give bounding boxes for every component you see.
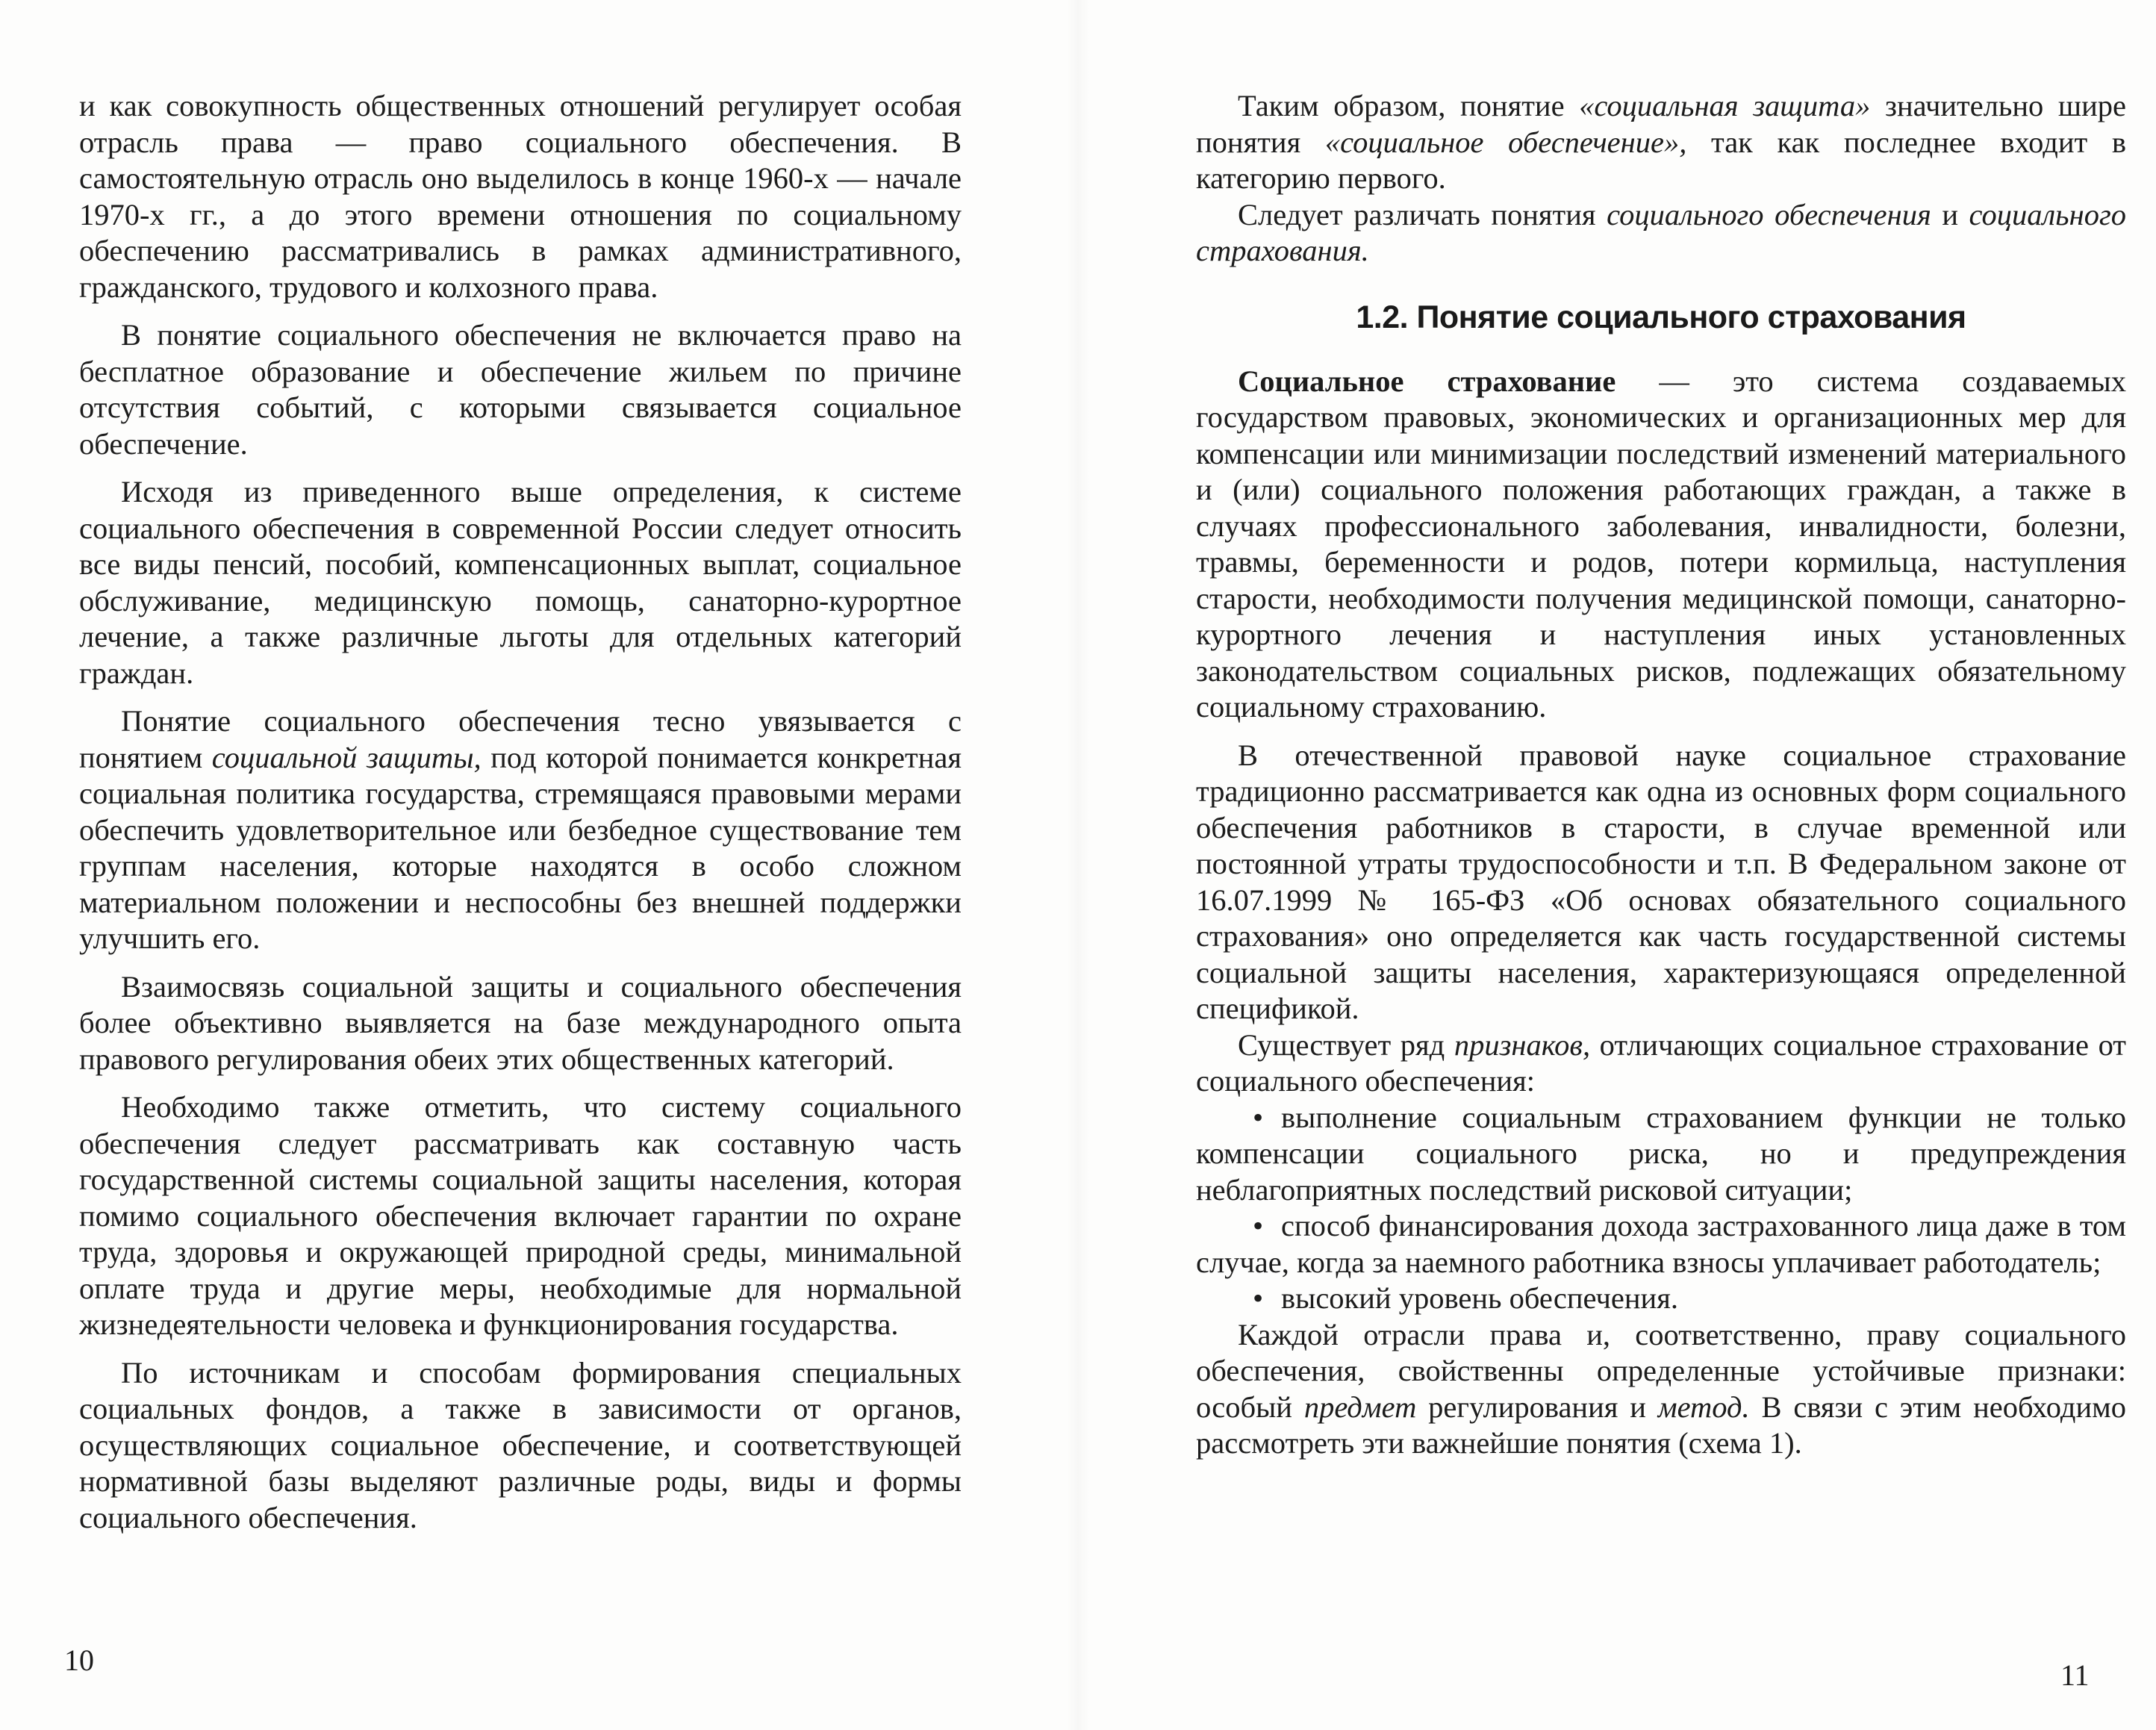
intro-1-rest: так как последнее входит в категорию первого. [1196,125,2126,195]
signs-lead: Существует ряд [1238,1027,1454,1062]
left-paragraph-4-rest: под которой понимается конкретная социальная политика государства, стремящаяся правовыми мерами обеспечить удовлетворительное или безбедное существование тем группам населения, которые находятся в особо сложном материальном положении и неспособны без внешней поддержки улучшить его. [79,740,962,955]
left-paragraph-4 [79,703,962,957]
intro-2-and: и [1931,197,1969,231]
bullet-icon: • [1253,1281,1264,1315]
left-paragraph-6: Необходимо также отметить, что систему социального обеспечения следует рассматривать как составную часть государственной системы социальной защиты населения, которая помимо социального обеспечения включает гарантии по охране труда, здоровья и окружающей природной среды, минимальной оплате труда и другие меры, необходимые для нормальной жизнедеятельности человека и функционирования государства. [79,1090,962,1341]
intro-1-lead: Таким образом, понятие [1238,89,1580,122]
right-paragraph-intro-1 [1196,88,2126,197]
left-paragraph-4-lead: Понятие социального обеспечения тесно увязывается с понятием [79,704,962,774]
bullet-item-2 [1196,1208,2126,1281]
definition-paragraph [1196,364,2126,726]
right-paragraph-intro-2 [1196,197,2126,270]
closing-paragraph [1196,1317,2126,1462]
intro-2-lead: Следует различать понятия [1238,197,1607,231]
term-social-protection-quoted: «социальная защита» [1579,89,1871,122]
term-social-insurance: социального страхования. [1196,197,2126,267]
bullet-item-3-text: высокий уровень обеспечения. [1281,1281,1678,1315]
defined-term: Социальное страхование [1238,364,1616,398]
page-number-right: 11 [2060,1658,2090,1692]
left-paragraph-5: Взаимосвязь социальной защиты и социального обеспечения более объективно выявляется на базе международного опыта правового регулирования обеих этих общественных категорий. [79,969,962,1076]
bullet-icon: • [1253,1100,1264,1134]
bullet-item-3 [1196,1281,2126,1317]
term-signs: признаков, [1454,1027,1591,1062]
bullet-item-1-text: выполнение социальным страхованием функции не только компенсации социального риска, но и предупреждения неблагоприятных последствий рисковой ситуации; [1196,1100,2126,1207]
term-method: метод. [1657,1390,1750,1424]
bullet-item-2-text: способ финансирования дохода застрахованного лица даже в том случае, когда за наемного работника взносы уплачивает работодатель; [1196,1209,2126,1279]
definition-text: — это система создаваемых государством правовых, экономических и организационных мер для компенсации или минимизации последствий изменений материального и (или) социального положения работающих граждан, а также в случаях профессионального заболевания, инвалидности, болезни, травмы, беременности и родов, потери кормильца, наступления старости, необходимости получения медицинской помощи, санаторно-курортного лечения и наступления иных установленных законодательством социальных рисков, подлежащих обязательному социальному страхованию. [1196,364,2126,724]
bullet-item-1 [1196,1100,2126,1209]
left-paragraph-3: Исходя из приведенного выше определения, к системе социального обеспечения в современной России следует относить все виды пенсий, пособий, компенсационных выплат, социальное обслуживание, медицинскую помощь, санаторно-курортное лечение, а также различные льготы для отдельных категорий граждан. [79,475,962,690]
signs-paragraph [1196,1027,2126,1100]
right-page-text [1196,88,2126,1462]
term-social-security: социального обеспечения [1607,197,1931,231]
signs-rest: отличающих социальное страхование от социального обеспечения: [1196,1027,2126,1098]
section-heading: 1.2. Понятие социального страхования [1356,299,1966,335]
term-subject: предмет [1303,1390,1417,1424]
closing-rest: В связи с этим необходимо рассмотреть эти важнейшие понятия (схема 1). [1196,1390,2127,1460]
left-page-text [79,88,962,1548]
term-social-protection: социальной защиты, [211,740,482,774]
science-paragraph: В отечественной правовой науке социальное страхование традиционно рассматривается как одна из основных форм социального обеспечения работников в старости, в случае временной или постоянной утраты трудоспособности и т.п. В Федеральном законе от 16.07.1999 № 165-ФЗ «Об основах обязательного социального страхования» оно определяется как часть государственной системы социальной защиты населения, характеризующаяся определенной спецификой. [1196,738,2126,1025]
left-paragraph-7: По источникам и способам формирования специальных социальных фондов, а также в зависимости от органов, осуществляющих социальное обеспечение, и соответствующей нормативной базы выделяют различные роды, виды и формы социального обеспечения. [79,1355,962,1534]
right-page [1078,0,2156,1730]
left-paragraph-1: и как совокупность общественных отношений регулирует особая отрасль права — право социального обеспечения. В самостоятельную отрасль оно выделилось в конце 1960-х — начале 1970-х гг., а до этого времени отношения по социальному обеспечению рассматривались в рамках административного, гражданского, трудового и колхозного права. [79,89,962,304]
closing-lead: Каждой отрасли права и, соответственно, праву социального обеспечения, свойственны определенные устойчивые признаки: особый [1196,1317,2126,1424]
page-number-left: 10 [64,1643,94,1677]
closing-middle: регулирования и [1416,1390,1658,1424]
intro-1-middle: значительно шире понятия [1196,89,2127,159]
left-paragraph-2: В понятие социального обеспечения не включается право на бесплатное образование и обеспечение жильем по причине отсутствия событий, с которыми связывается социальное обеспечение. [79,318,962,461]
bullet-icon: • [1253,1209,1264,1242]
term-social-security-quoted: «социальное обеспечение», [1324,125,1687,159]
